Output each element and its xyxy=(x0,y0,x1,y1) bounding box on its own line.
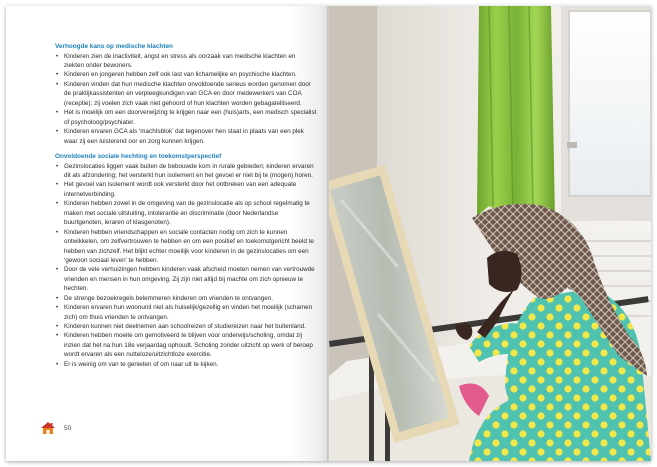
list-item: • Kinderen hebben zowel in de omgeving van de gezinslocatie als op school regelmatig te maken met sociale uitsluiting, intolerantie en discriminatie (door Nederlandse buurtgenoten, leraren of klasgenoten). xyxy=(55,199,317,227)
list-item: • Er is weinig om van te genieten of om naar uit te kijken. xyxy=(55,360,317,369)
page-number: 50 xyxy=(64,425,72,432)
list-item: • De strenge bezoekregels belemmeren kinderen om vrienden te ontvangen. xyxy=(55,294,317,303)
list-item: • Kinderen vinden dat hun medische klachten onvoldoende serieus worden genomen door de praktijkassistenten en verpleegkundigen van GCA en door medewerkers van COA (receptie); zij voelen zich vaak niet gehoord of hun klachten worden gebagatelliseerd. xyxy=(55,80,317,108)
list-item: • Kinderen kunnen niet deelnemen aan schoolreizen of studiereizen naar het buitenland. xyxy=(55,322,317,331)
section-social xyxy=(55,152,317,369)
section-title: Verhoogde kans op medische klachten xyxy=(55,43,173,50)
book-spread xyxy=(6,6,651,461)
bullet-list xyxy=(55,52,317,146)
section-medical xyxy=(55,42,317,146)
left-page xyxy=(6,6,329,461)
list-item: • Kinderen hebben vriendschappen en sociale contacten nodig om zich te kunnen ontwikkelen, om zelfvertrouwen te hebben en om een positief en toekomstgericht beeld te hebben van zichzelf. Het blijkt echter moeilijk voor kinderen in de gezinslocaties om een ‘gewoon sociaal leven’ te hebben. xyxy=(55,228,317,266)
list-item: • Kinderen en jongeren hebben zelf ook last van lichamelijke en psychische klachten. xyxy=(55,70,317,79)
photo-illustration xyxy=(329,6,651,461)
list-item: • Kinderen ervaren GCA als ‘machtsblok’ dat tegenover hen staat in plaats van een plek waar zij een luisterend oor en zorg kunnen krijgen. xyxy=(55,127,317,146)
list-item: • Door de vele verhuizingen hebben kinderen vaak afscheid moeten nemen van vertrouwde vrienden en mensen in hun omgeving. Zij zijn niet altijd bij machte om zich opnieuw te hechten. xyxy=(55,265,317,293)
bullet-list xyxy=(55,162,317,370)
list-item: • Het gevoel van isolement wordt ook versterkt door het ontbreken van een adequate internetverbinding. xyxy=(55,180,317,199)
list-item: • Kinderen ervaren hun woonunit niet als huiselijk/gezellig en vinden het moeilijk (schamen zich) om thuis vrienden te ontvangen. xyxy=(55,303,317,322)
photo-girl-with-mirror xyxy=(329,6,651,461)
list-item: • Kinderen hebben moeite om gemotiveerd te blijven voor onderwijs/scholing, omdat zij inzien dat het na hun 18e verjaardag ophoudt. Scholing zonder uitzicht op werk of beroep wordt ervaren als een nutteloze/uitzichtloze exercitie. xyxy=(55,331,317,359)
section-title: Onvoldoende sociale hechting en toekomstperspectief xyxy=(55,152,222,160)
list-item: • Kinderen zien de inactiviteit, angst en stress als oorzaak van medische klachten en ziekten onder bewoners. xyxy=(55,52,317,71)
house-icon xyxy=(40,421,56,435)
list-item: • Gezinslocaties liggen vaak buiten de bebouwde kom in rurale gebieden; kinderen ervaren dit als afzondering; het versterkt hun isolement en het gevoel er niet bij te (mogen) horen. xyxy=(55,162,317,181)
list-item: • Het is moeilijk om een doorverwijzing te krijgen naar een (huis)arts, een medisch specialist of psycholoog/psychiater. xyxy=(55,108,317,127)
text-column xyxy=(55,42,317,369)
